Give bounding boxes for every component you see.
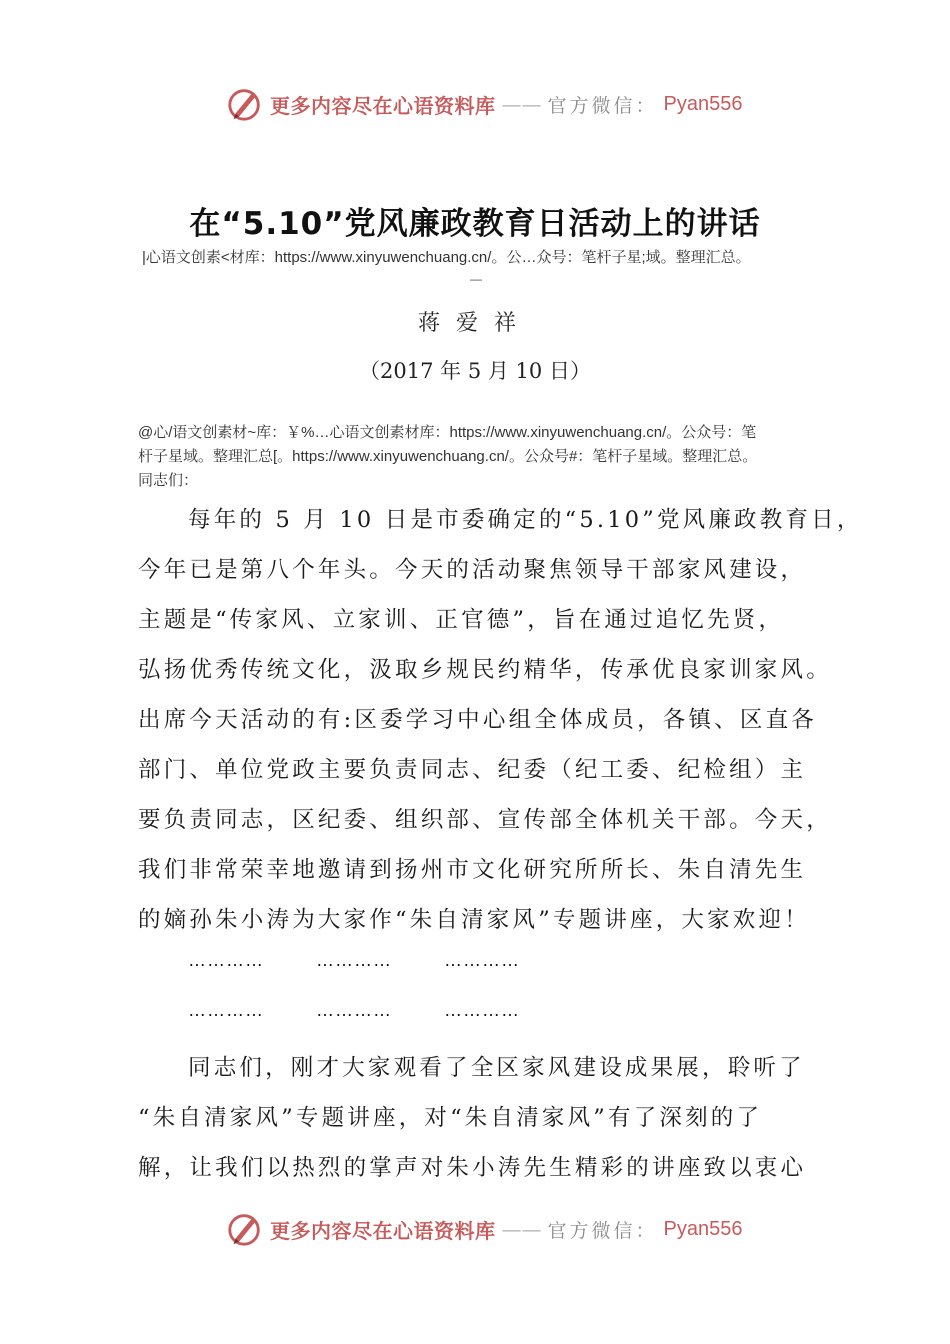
paragraph-2 — [138, 1043, 838, 1193]
watermark-line-2: @心/语文创素材~库：￥%…心语文创素材库：https://www.xinyuwenchuang.cn/。公众号：笔 — [138, 424, 757, 441]
paragraph-line: 的嫡孙朱小涛为大家作“朱自清家风”专题讲座，大家欢迎！ — [138, 907, 810, 933]
document-title: 在“5.10”党风廉政教育日活动上的讲话 — [189, 206, 761, 242]
banner-text: 更多内容尽在心语资料库 — [270, 1218, 496, 1243]
watermark-line-1: |心语文创素<材库：https://www.xinyuwenchuang.cn/。公…众号：笔杆子星;域。整理汇总。 — [142, 249, 751, 266]
banner-label: 官方微信： — [547, 94, 658, 117]
header-banner — [226, 84, 742, 124]
paragraph-line: 主题是“传家风、立家训、正官德”，旨在通过追忆先贤， — [138, 607, 785, 633]
banner-wechat-id: Pyan556 — [663, 92, 743, 115]
paragraph-line: 解，让我们以热烈的掌声对朱小涛先生精彩的讲座致以衷心 — [138, 1155, 807, 1181]
paragraph-line: 弘扬优秀传统文化，汲取乡规民约精华，传承优良家训家风。 — [138, 657, 832, 683]
watermark-line-3: 杆子星域。整理汇总[。https://www.xinyuwenchuang.cn/。公众号#：笔杆子星域。整理汇总。 — [138, 448, 758, 465]
ellipsis: ………… — [188, 1000, 264, 1020]
ellipsis: ………… — [444, 1000, 520, 1020]
paragraph-line: 同志们，刚才大家观看了全区家风建设成果展，聆听了 — [188, 1055, 805, 1081]
paragraph-line: 要负责同志，区纪委、组织部、宣传部全体机关干部。今天， — [138, 807, 832, 833]
ellipsis-row — [188, 1000, 572, 1021]
paragraph-line: 部门、单位党政主要负责同志、纪委（纪工委、纪检组）主 — [138, 757, 807, 783]
pen-logo-icon — [226, 1210, 264, 1248]
ellipsis-row — [188, 950, 572, 971]
banner-wechat-id: Pyan556 — [663, 1217, 743, 1240]
ellipsis: ………… — [316, 1000, 392, 1020]
paragraph-line: 我们非常荣幸地邀请到扬州市文化研究所所长、朱自清先生 — [138, 857, 807, 883]
paragraph-line: 今年已是第八个年头。今天的活动聚焦领导干部家风建设， — [138, 557, 807, 583]
author-name: 蒋爱祥 — [417, 311, 532, 336]
paragraph-line: 出席今天活动的有:区委学习中心组全体成员，各镇、区直各 — [138, 707, 817, 733]
paragraph-line: “朱自清家风”专题讲座，对“朱自清家风”有了深刻的了 — [138, 1105, 763, 1131]
banner-separator: —— — [501, 1217, 542, 1241]
paragraph-line: 每年的 5 月 10 日是市委确定的“5.10”党风廉政教育日， — [188, 507, 863, 533]
salutation: 同志们： — [138, 472, 199, 489]
banner-label: 官方微信： — [547, 1219, 658, 1242]
pen-logo-icon — [226, 85, 264, 123]
footer-banner — [226, 1209, 742, 1249]
watermark-dash: — — [470, 272, 482, 286]
paragraph-1 — [138, 495, 863, 945]
banner-text: 更多内容尽在心语资料库 — [270, 93, 496, 118]
banner-separator: —— — [501, 92, 542, 116]
speech-date: （2017 年 5 月 10 日） — [359, 359, 591, 383]
ellipsis: ………… — [188, 950, 264, 970]
ellipsis: ………… — [444, 950, 520, 970]
ellipsis: ………… — [316, 950, 392, 970]
